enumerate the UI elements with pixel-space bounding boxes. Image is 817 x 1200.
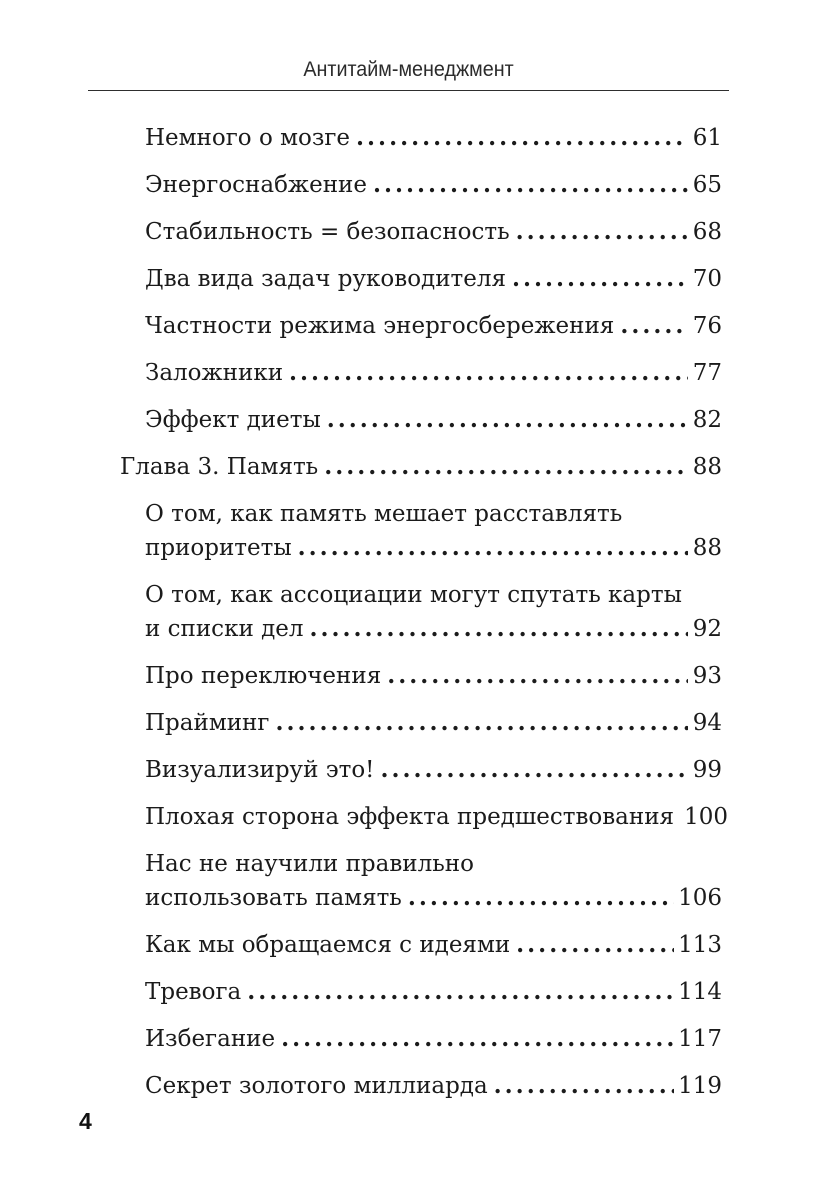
dot-leader (620, 309, 688, 343)
toc-entry-title: Секрет золотого миллиарда (145, 1073, 488, 1099)
dot-leader (275, 706, 688, 740)
folio-page-number: 4 (79, 1108, 92, 1134)
toc-entry[interactable] (145, 753, 722, 787)
toc-entry-page-number: 113 (678, 932, 722, 958)
toc-entry-page-number: 100 (684, 804, 728, 830)
header-rule (88, 90, 729, 91)
dot-leader (512, 262, 688, 296)
toc-entry-title: Избегание (145, 1026, 276, 1052)
toc-entry-title-first-line: О том, как память мешает расставлять (145, 501, 623, 527)
toc-entry[interactable] (145, 121, 722, 155)
toc-entry[interactable] (145, 1069, 722, 1103)
toc-entry-title: Про переключения (145, 663, 382, 689)
dot-leader (516, 928, 674, 962)
dot-leader (387, 659, 688, 693)
toc-entry-title: Тревога (145, 979, 242, 1005)
toc-entry-title: Частности режима энергосбережения (145, 313, 615, 339)
dot-leader (309, 612, 688, 646)
toc-entry[interactable] (145, 1022, 722, 1056)
toc-entry-title: Заложники (145, 360, 284, 386)
dot-leader (356, 121, 688, 155)
toc-entry[interactable] (145, 356, 722, 390)
dot-leader (281, 1022, 674, 1056)
toc-entry-page-number: 82 (692, 407, 722, 433)
running-header-title: Антитайм-менеджмент (303, 58, 514, 81)
toc-entry-title: Немного о мозге (145, 125, 351, 151)
toc-entry-page-number: 106 (678, 885, 722, 911)
dot-leader (516, 215, 688, 249)
toc-entry-title: Глава 3. Память (120, 454, 319, 480)
toc-entry-page-number: 77 (692, 360, 722, 386)
dot-leader (408, 881, 674, 915)
table-of-contents (120, 121, 728, 1116)
toc-entry-title: Энергоснабжение (145, 172, 367, 198)
dot-leader (327, 403, 688, 437)
toc-entry-page-number: 76 (692, 313, 722, 339)
toc-entry[interactable] (145, 847, 722, 915)
toc-entry-title-first-line: Нас не научили правильно (145, 851, 474, 877)
toc-entry-page-number: 70 (692, 266, 722, 292)
toc-entry-title: использовать память (145, 885, 402, 911)
toc-entry[interactable] (145, 706, 722, 740)
toc-entry-title: Стабильность = безопасность (145, 219, 510, 245)
toc-entry[interactable] (145, 497, 722, 565)
toc-entry-title-first-line: О том, как ассоциации могут спутать карты (145, 582, 682, 608)
toc-entry[interactable] (145, 403, 722, 437)
toc-entry-title: Эффект диеты (145, 407, 321, 433)
toc-entry-title: приоритеты (145, 535, 292, 561)
toc-entry-page-number: 93 (692, 663, 722, 689)
toc-entry-title: Как мы обращаемся с идеями (145, 932, 511, 958)
toc-entry-page-number: 88 (692, 454, 722, 480)
toc-entry-page-number: 61 (692, 125, 722, 151)
toc-entry[interactable] (145, 928, 722, 962)
toc-entry-title: Плохая сторона эффекта предшествования (145, 804, 675, 830)
toc-entry-page-number: 68 (692, 219, 722, 245)
toc-entry[interactable] (145, 309, 722, 343)
toc-entry-page-number: 117 (678, 1026, 722, 1052)
toc-entry-title: Прайминг (145, 710, 270, 736)
dot-leader (373, 168, 688, 202)
toc-entry-page-number: 114 (678, 979, 722, 1005)
toc-entry-title: и списки дел (145, 616, 304, 642)
toc-entry[interactable] (120, 450, 722, 484)
toc-entry[interactable] (145, 659, 722, 693)
toc-entry[interactable] (145, 262, 722, 296)
toc-entry-page-number: 119 (678, 1073, 722, 1099)
toc-entry-title: Два вида задач руководителя (145, 266, 507, 292)
toc-entry-page-number: 94 (692, 710, 722, 736)
dot-leader (380, 753, 688, 787)
dot-leader (247, 975, 674, 1009)
toc-entry-page-number: 92 (692, 616, 722, 642)
dot-leader (289, 356, 688, 390)
toc-entry-page-number: 99 (692, 757, 722, 783)
toc-entry-title: Визуализируй это! (145, 757, 375, 783)
toc-entry[interactable] (145, 975, 722, 1009)
dot-leader (324, 450, 688, 484)
toc-entry[interactable] (145, 800, 728, 834)
toc-entry-page-number: 65 (692, 172, 722, 198)
dot-leader (494, 1069, 674, 1103)
toc-entry[interactable] (145, 168, 722, 202)
toc-entry[interactable] (145, 578, 722, 646)
dot-leader (298, 531, 688, 565)
toc-entry-page-number: 88 (692, 535, 722, 561)
toc-entry[interactable] (145, 215, 722, 249)
